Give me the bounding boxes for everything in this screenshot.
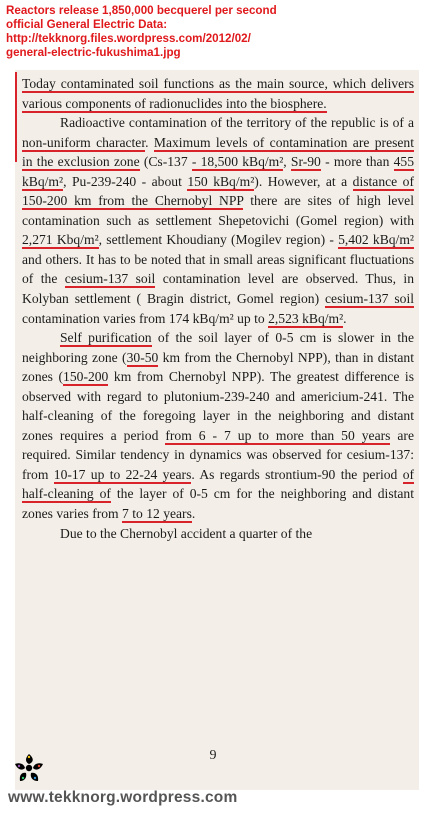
header-link-line-2[interactable]: general-electric-fukushima1.jpg <box>6 46 181 59</box>
highlight: 150 kBq/m² <box>187 173 255 189</box>
highlight: 455 kBq/m² <box>22 154 414 189</box>
text-run: km from Chernobyl NPP). The greatest difference is observed with regard to plutonium-239-240 and americium-241. The half-cleaning of the foregoing layer in the neighboring and distant zones requires a period <box>22 369 414 443</box>
highlight: Maximum levels of contamination are present in the exclusion zone <box>22 134 414 170</box>
highlight: 2,523 kBq/m² <box>268 310 344 326</box>
highlight: 150-200 <box>63 369 109 385</box>
highlight: 2,271 Kbq/m² <box>22 232 99 248</box>
highlight: 10-17 up to 22-24 years <box>53 466 192 482</box>
highlight: from 6 - 7 up to more than 50 years <box>165 427 391 443</box>
text-run: ). However, at a <box>254 173 353 189</box>
text-run: km from the Chernobyl NPP), than in distant zones ( <box>22 349 414 385</box>
text-run: of the soil layer of 0-5 cm is slower in the neighboring zone ( <box>22 330 414 365</box>
page-number: 9 <box>209 748 217 763</box>
text-run: there are sites of high level contamination such as settlement Shepetovichi (Gomel region) with <box>22 193 414 228</box>
highlight: 7 to 12 years <box>122 506 192 522</box>
margin-marker <box>15 72 17 162</box>
text-run: and others. It has to be noted that in small areas significant fluctuations of the <box>22 251 414 287</box>
text-run: contamination level are observed. Thus, in Kolyban settlement ( Bragin district, Gomel region) <box>22 271 414 307</box>
text-run: are required. Similar tendency in dynamics was observed for cesium-137: from <box>22 427 414 482</box>
footer-url[interactable]: www.tekknorg.wordpress.com <box>8 789 238 806</box>
highlight: non-uniform character <box>22 134 146 150</box>
text-run: . <box>191 506 196 522</box>
text-run: contamination varies from 174 kBq/m² up to <box>22 310 269 326</box>
header-line-2: official General Electric Data: <box>6 18 168 31</box>
highlight: Self purification <box>60 330 152 346</box>
header-link-line-1[interactable]: http://tekknorg.files.wordpress.com/2012/02/ <box>6 32 251 45</box>
text-run: Radioactive contamination of the territory of the republic is of a <box>60 115 414 131</box>
text-run: . <box>145 134 154 150</box>
highlight: of half-cleaning of <box>22 466 415 502</box>
highlight: Sr-90 <box>290 154 321 170</box>
paragraph-1 <box>22 74 414 113</box>
highlight: 5,402 kBq/m² <box>338 232 414 248</box>
paragraph-3 <box>22 328 414 523</box>
highlight: - 18,500 kBq/m² <box>191 154 284 170</box>
tekknorg-logo-icon <box>12 752 46 784</box>
page-text <box>22 74 414 543</box>
text-run: - more than <box>320 154 394 170</box>
text-run: , Pu-239-240 - about <box>63 173 188 189</box>
highlight: 30-50 <box>126 349 159 365</box>
paragraph-4: Due to the Chernobyl accident a quarter of the <box>60 525 313 541</box>
highlight: Today contaminated soil functions as the main source, which delivers various components of radionuclides into the biosphere. <box>22 76 414 111</box>
text-run: . As regards strontium-90 the period <box>191 466 403 482</box>
text-run: (Cs-137 <box>139 154 192 170</box>
paragraph-2 <box>22 113 414 328</box>
text-run: the layer of 0-5 cm for the neighboring and distant zones varies from <box>22 486 414 522</box>
text-run: . <box>343 310 347 326</box>
highlight: distance of 150-200 km from the Chernobyl NPP <box>22 173 414 209</box>
highlight: cesium-137 soil <box>64 271 156 287</box>
header-line-1: Reactors release 1,850,000 becquerel per second <box>6 4 277 17</box>
header-caption <box>6 4 420 60</box>
highlight: cesium-137 soil <box>325 291 414 307</box>
text-run: , settlement Khoudiany (Mogilev region) - <box>98 232 339 248</box>
text-run: , <box>283 154 291 170</box>
